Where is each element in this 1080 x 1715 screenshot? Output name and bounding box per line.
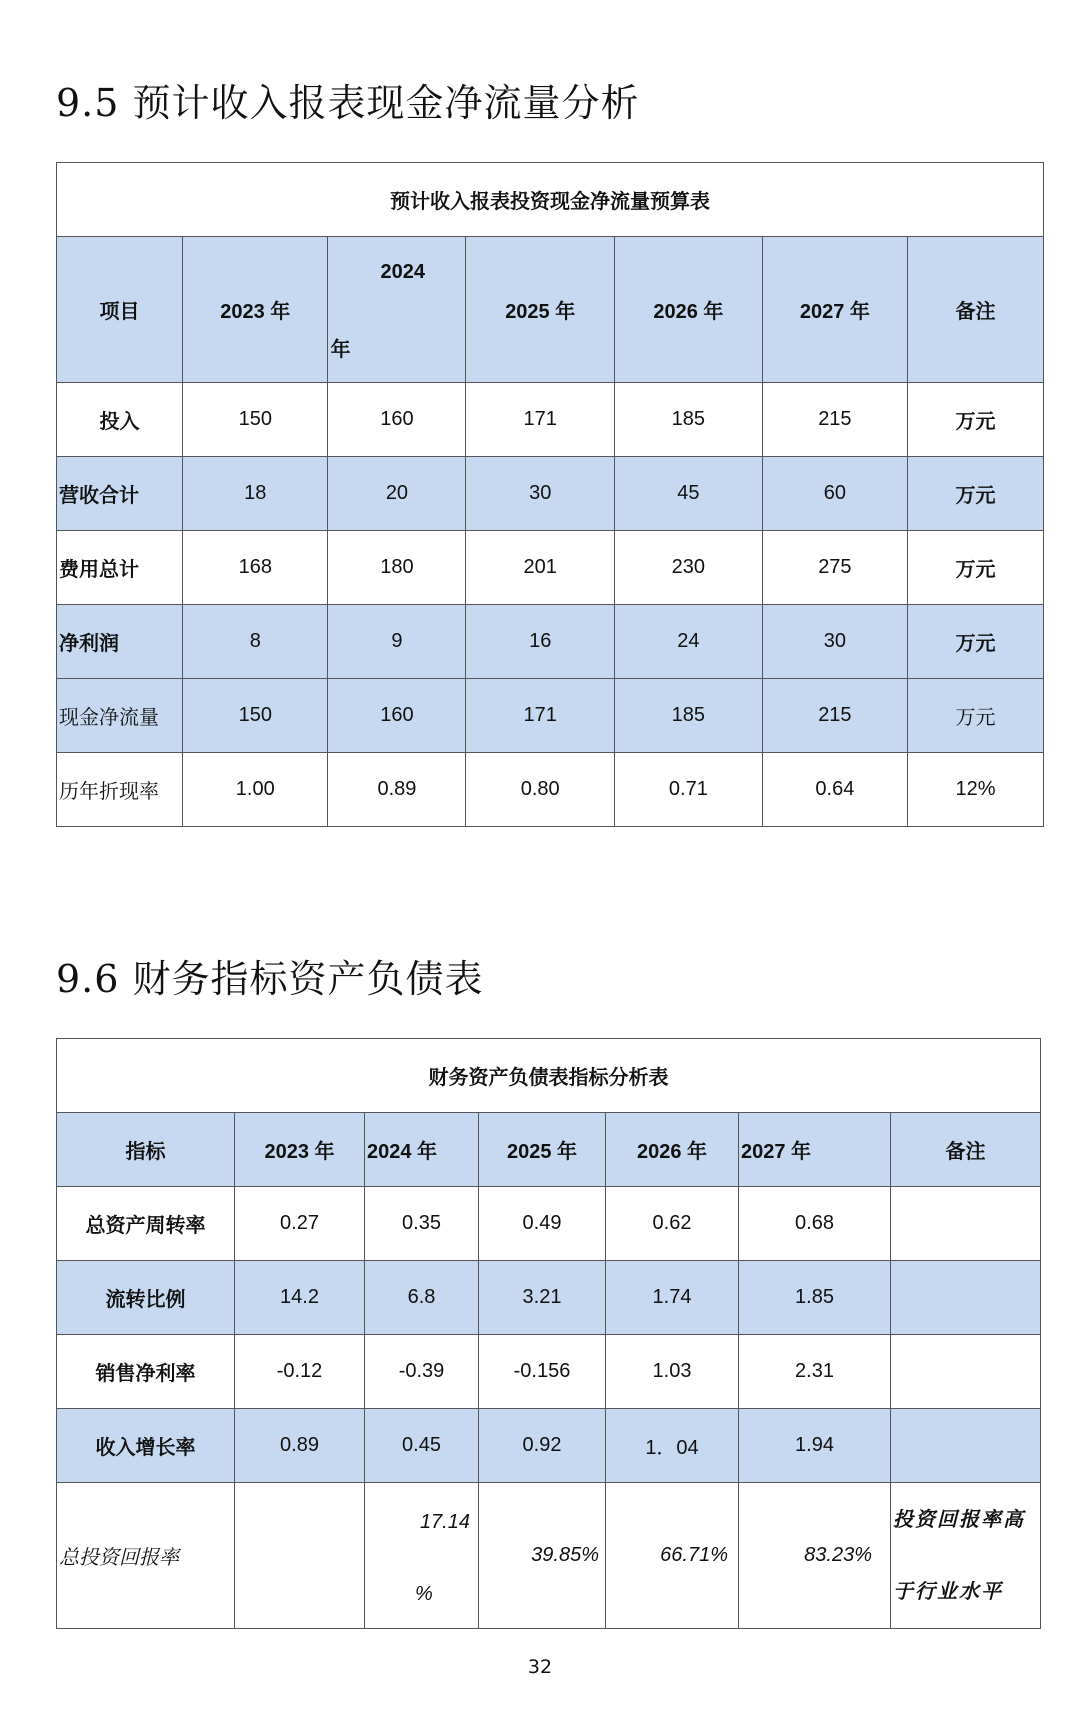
table-row (57, 1335, 1041, 1409)
cell: 0.49 (479, 1187, 606, 1261)
note-cell: 万元 (908, 679, 1044, 753)
table-row (57, 1483, 1041, 1629)
cell-2024-value: 17.14 (419, 1511, 470, 1533)
cell: 14.2 (235, 1261, 365, 1335)
table-row (57, 1187, 1041, 1261)
note-cell (891, 1187, 1041, 1261)
table-row (57, 605, 1044, 679)
cell: 0.64 (762, 753, 907, 827)
section-title-financial-indicators: 9.6 财务指标资产负债表 (56, 957, 484, 1001)
cell: 160 (328, 679, 466, 753)
cell-2024 (365, 1483, 479, 1629)
row-label: 投入 (57, 383, 183, 457)
cell: 201 (466, 531, 615, 605)
cell: 150 (183, 383, 328, 457)
cell: 180 (328, 531, 466, 605)
header-indicator: 指标 (57, 1113, 235, 1187)
note-cell (891, 1261, 1041, 1335)
note-cell (891, 1483, 1041, 1629)
cell: 1．04 (606, 1409, 739, 1483)
cell: 0.92 (479, 1409, 606, 1483)
note-line: 于行业水平 (893, 1580, 1003, 1603)
cell: -0.39 (365, 1335, 479, 1409)
note-cell (891, 1409, 1041, 1483)
cell: 6.8 (365, 1261, 479, 1335)
cell: 30 (466, 457, 615, 531)
cell: 20 (328, 457, 466, 531)
cell: 0.62 (606, 1187, 739, 1261)
header-2025: 2025 年 (466, 237, 615, 383)
cell: 0.27 (235, 1187, 365, 1261)
cell: 83.23% (739, 1483, 891, 1629)
header-2027: 2027 年 (762, 237, 907, 383)
header-note: 备注 (891, 1113, 1041, 1187)
page-number: 32 (527, 1656, 553, 1678)
cell: 45 (615, 457, 763, 531)
header-2026: 2026 年 (606, 1113, 739, 1187)
cell: 2.31 (739, 1335, 891, 1409)
cell: 60 (762, 457, 907, 531)
cell: -0.156 (479, 1335, 606, 1409)
table-row (57, 383, 1044, 457)
table-caption: 预计收入报表投资现金净流量预算表 (57, 163, 1044, 237)
cell: 215 (762, 679, 907, 753)
cell: 8 (183, 605, 328, 679)
cell: 1.03 (606, 1335, 739, 1409)
header-2024-year: 2024 (380, 261, 425, 283)
cell: 1.74 (606, 1261, 739, 1335)
cell: 0.45 (365, 1409, 479, 1483)
row-label: 总投资回报率 (57, 1483, 235, 1629)
cell: 1.85 (739, 1261, 891, 1335)
cell: 185 (615, 383, 763, 457)
cell (235, 1483, 365, 1629)
row-label: 净利润 (57, 605, 183, 679)
cell: 230 (615, 531, 763, 605)
note-cell: 万元 (908, 457, 1044, 531)
cell: 16 (466, 605, 615, 679)
cell: 30 (762, 605, 907, 679)
header-note: 备注 (908, 237, 1044, 383)
header-2023: 2023 年 (235, 1113, 365, 1187)
cell: 39.85% (479, 1483, 606, 1629)
table-caption: 财务资产负债表指标分析表 (57, 1039, 1041, 1113)
cell: 0.89 (235, 1409, 365, 1483)
table-row (57, 531, 1044, 605)
header-2024-suffix: 年 (330, 339, 351, 361)
cell: 24 (615, 605, 763, 679)
row-label: 营收合计 (57, 457, 183, 531)
cell: 150 (183, 679, 328, 753)
cell: 215 (762, 383, 907, 457)
header-2025: 2025 年 (479, 1113, 606, 1187)
row-label: 流转比例 (57, 1261, 235, 1335)
table-row (57, 753, 1044, 827)
note-cell: 12% (908, 753, 1044, 827)
cell: 0.68 (739, 1187, 891, 1261)
cell: 275 (762, 531, 907, 605)
row-label: 收入增长率 (57, 1409, 235, 1483)
table-row (57, 1409, 1041, 1483)
table-row (57, 679, 1044, 753)
note-cell: 万元 (908, 383, 1044, 457)
table-row (57, 457, 1044, 531)
cell: 171 (466, 383, 615, 457)
cell-2024-percent: % (415, 1583, 433, 1605)
cell: 3.21 (479, 1261, 606, 1335)
cell: 1.94 (739, 1409, 891, 1483)
note-cell: 万元 (908, 605, 1044, 679)
header-2027: 2027 年 (739, 1113, 891, 1187)
header-item: 项目 (57, 237, 183, 383)
cell: 1.00 (183, 753, 328, 827)
row-label: 销售净利率 (57, 1335, 235, 1409)
section-title-cash-flow: 9.5 预计收入报表现金净流量分析 (56, 81, 640, 125)
cash-flow-budget-table (56, 162, 1044, 827)
header-2024 (328, 237, 466, 383)
header-2026: 2026 年 (615, 237, 763, 383)
cell: 160 (328, 383, 466, 457)
cell: 168 (183, 531, 328, 605)
cell: -0.12 (235, 1335, 365, 1409)
row-label: 历年折现率 (57, 753, 183, 827)
financial-indicator-table (56, 1038, 1041, 1629)
header-2024: 2024 年 (365, 1113, 479, 1187)
header-2023: 2023 年 (183, 237, 328, 383)
cell: 0.89 (328, 753, 466, 827)
cell: 0.35 (365, 1187, 479, 1261)
table-row (57, 1261, 1041, 1335)
cell: 66.71% (606, 1483, 739, 1629)
row-label: 现金净流量 (57, 679, 183, 753)
cell: 9 (328, 605, 466, 679)
note-line: 投资回报率高 (893, 1508, 1025, 1531)
cell: 185 (615, 679, 763, 753)
row-label: 费用总计 (57, 531, 183, 605)
cell: 171 (466, 679, 615, 753)
cell: 0.80 (466, 753, 615, 827)
cell: 18 (183, 457, 328, 531)
note-cell (891, 1335, 1041, 1409)
note-cell: 万元 (908, 531, 1044, 605)
row-label: 总资产周转率 (57, 1187, 235, 1261)
cell: 0.71 (615, 753, 763, 827)
